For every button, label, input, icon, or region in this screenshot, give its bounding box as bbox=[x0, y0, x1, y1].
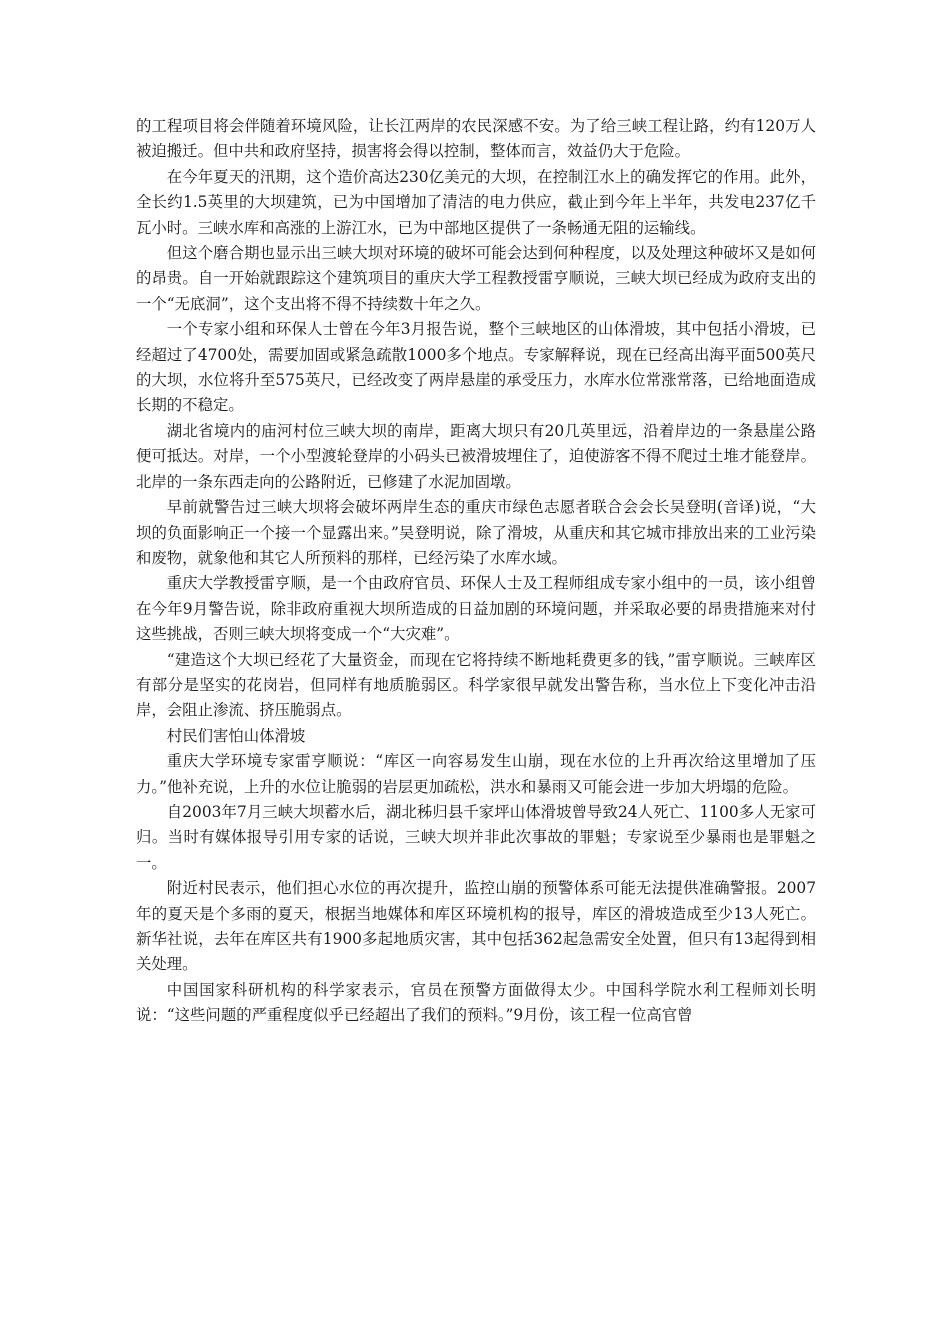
paragraph: 中国国家科研机构的科学家表示，官员在预警方面做得太少。中国科学院水利工程师刘长明说：“这些问题的严重程度似乎已经超出了我们的预料。”9月份，该工程一位高官曾 bbox=[136, 980, 816, 1025]
document-page bbox=[136, 114, 816, 1029]
paragraph: 一个专家小组和环保人士曾在今年3月报告说，整个三峡地区的山体滑坡，其中包括小滑坡，已经超过了4700处，需要加固或紧急疏散1000多个地点。专家解释说，现在已经高出海平面500英尺的大坝，水位将升至575英尺，已经改变了两岸悬崖的承受压力，水库水位常涨常落，已给地面造成长期的不稳定。 bbox=[136, 320, 816, 415]
paragraph: 湖北省境内的庙河村位三峡大坝的南岸，距离大坝只有20几英里远，沿着岸边的一条悬崖公路便可抵达。对岸，一个小型渡轮登岸的小码头已被滑坡埋住了，迫使游客不得不爬过土堆才能登岸。北岸的一条东西走向的公路附近，已修建了水泥加固墩。 bbox=[136, 421, 816, 491]
paragraph: 附近村民表示，他们担心水位的再次提升，监控山崩的预警体系可能无法提供准确警报。2007年的夏天是个多雨的夏天，根据当地媒体和库区环境机构的报导，库区的滑坡造成至少13人死亡。新华社说，去年在库区共有1900多起地质灾害，其中包括362起急需安全处置，但只有13起得到相关处理。 bbox=[136, 879, 816, 974]
section-heading: 村民们害怕山体滑坡 bbox=[166, 726, 306, 745]
paragraph: 重庆大学教授雷亨顺，是一个由政府官员、环保人士及工程师组成专家小组中的一员，该小组曾在今年9月警告说，除非政府重视大坝所造成的日益加剧的环境问题，并采取必要的昂贵措施来对付这些挑战，否则三峡大坝将变成一个“大灾难”。 bbox=[136, 574, 816, 644]
paragraph: 的工程项目将会伴随着环境风险，让长江两岸的农民深感不安。为了给三峡工程让路，约有120万人被迫搬迁。但中共和政府坚持，损害将会得以控制，整体而言，效益仍大于危险。 bbox=[136, 117, 816, 161]
paragraph: 自2003年7月三峡大坝蓄水后，湖北秭归县千家坪山体滑坡曾导致24人死亡、1100多人无家可归。当时有媒体报导引用专家的话说，三峡大坝并非此次事故的罪魁；专家说至少暴雨也是罪魁之一。 bbox=[136, 802, 816, 872]
paragraph: “建造这个大坝已经花了大量资金，而现在它将持续不断地耗费更多的钱，”雷亨顺说。三峡库区有部分是坚实的花岗岩，但同样有地质脆弱区。科学家很早就发出警告称，当水位上下变化冲击沿岸，会阻止渗流、挤压脆弱点。 bbox=[136, 650, 816, 720]
paragraph: 在今年夏天的汛期，这个造价高达230亿美元的大坝，在控制江水上的确发挥它的作用。此外，全长约1.5英里的大坝建筑，已为中国增加了清洁的电力供应，截止到今年上半年，共发电237亿千瓦小时。三峡水库和高涨的上游江水，已为中部地区提供了一条畅通无阻的运输线。 bbox=[136, 167, 816, 237]
paragraph: 早前就警告过三峡大坝将会破坏两岸生态的重庆市绿色志愿者联合会会长吴登明(音译)说，“大坝的负面影响正一个接一个显露出来。”吴登明说，除了滑坡，从重庆和其它城市排放出来的工业污染和废物，就象他和其它人所预料的那样，已经污染了水库水域。 bbox=[136, 498, 816, 567]
paragraph: 重庆大学环境专家雷亨顺说：“库区一向容易发生山崩，现在水位的上升再次给这里增加了压力。”他补充说，上升的水位让脆弱的岩层更加疏松，洪水和暴雨又可能会进一步加大坍塌的危险。 bbox=[136, 752, 816, 796]
paragraph: 但这个磨合期也显示出三峡大坝对环境的破坏可能会达到何种程度，以及处理这种破坏又是如何的昂贵。自一开始就跟踪这个建筑项目的重庆大学工程教授雷亨顺说，三峡大坝已经成为政府支出的一个“无底洞”，这个支出将不得不持续数十年之久。 bbox=[136, 244, 816, 313]
